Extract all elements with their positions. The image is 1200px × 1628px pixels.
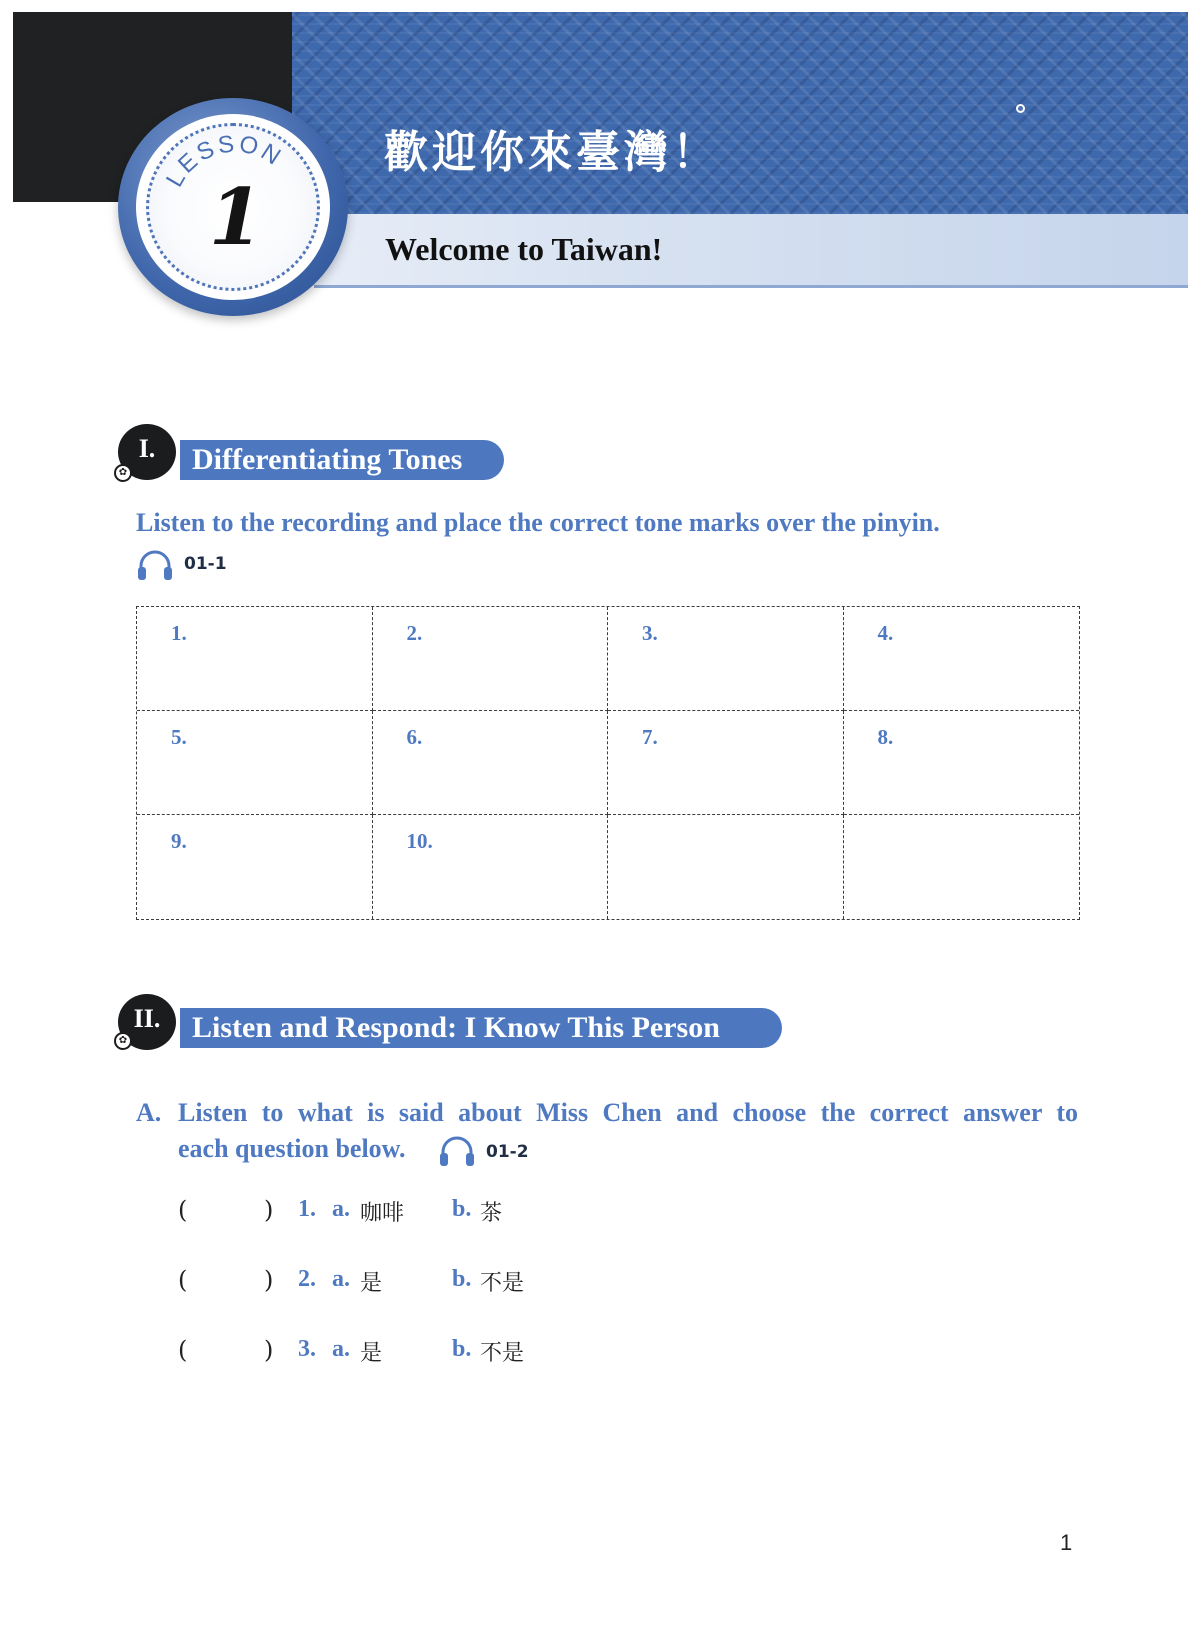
lesson-number: 1	[208, 172, 264, 263]
page-number: 1	[1060, 1530, 1073, 1555]
option-a-text: 是	[360, 1271, 383, 1296]
question-row	[178, 1336, 678, 1376]
cell-number: 2.	[406, 621, 423, 645]
answer-paren-open[interactable]: (	[178, 1266, 188, 1294]
headphones-icon[interactable]	[438, 1134, 476, 1168]
option-a-label: a.	[332, 1266, 350, 1292]
cell-number: 1.	[171, 621, 187, 645]
option-a-text: 是	[360, 1341, 383, 1366]
question-number: 1.	[298, 1196, 316, 1222]
section1-title: Differentiating Tones	[180, 440, 504, 480]
lesson-title-chinese: 歡迎你來臺灣！	[384, 127, 720, 178]
option-b-label: b.	[452, 1336, 472, 1362]
tone-grid	[136, 606, 1080, 920]
audio-reference-01-1: 01-1	[184, 554, 227, 574]
lesson-title-english: Welcome to Taiwan!	[385, 231, 663, 267]
section1-number: I.	[118, 424, 176, 480]
cell-number: 7.	[642, 725, 658, 749]
tone-cell[interactable]	[373, 711, 609, 815]
cell-number: 3.	[642, 621, 658, 645]
option-b-text: 不是	[480, 1271, 525, 1296]
tone-cell[interactable]	[608, 711, 844, 815]
question-row	[178, 1266, 678, 1306]
headphones-icon[interactable]	[136, 548, 174, 582]
question-row	[178, 1196, 678, 1236]
answer-paren-close[interactable]: )	[264, 1266, 274, 1294]
answer-paren-open[interactable]: (	[178, 1336, 188, 1364]
tone-cell[interactable]	[373, 815, 609, 919]
tone-cell[interactable]	[137, 711, 373, 815]
tone-cell[interactable]	[608, 607, 844, 711]
option-b-label: b.	[452, 1266, 472, 1292]
answer-paren-close[interactable]: )	[264, 1196, 274, 1224]
partA-label: A.	[136, 1098, 162, 1127]
option-b-text: 不是	[480, 1341, 525, 1366]
section2-title: Listen and Respond: I Know This Person	[180, 1008, 782, 1048]
cell-number: 6.	[406, 725, 423, 749]
answer-paren-close[interactable]: )	[264, 1336, 274, 1364]
partA-instruction-line2: each question below.	[178, 1134, 406, 1163]
audio-reference-01-2: 01-2	[486, 1142, 529, 1162]
tone-cell[interactable]	[844, 607, 1080, 711]
question-number: 2.	[298, 1266, 316, 1292]
header-pattern-band	[292, 12, 1188, 214]
answer-paren-open[interactable]: (	[178, 1196, 188, 1224]
section2-number: II.	[118, 994, 176, 1050]
option-a-label: a.	[332, 1196, 350, 1222]
header-underline	[314, 285, 1188, 288]
option-a-text: 咖啡	[360, 1201, 405, 1226]
tone-cell[interactable]	[844, 711, 1080, 815]
tone-cell[interactable]	[137, 815, 373, 919]
tone-cell[interactable]	[137, 607, 373, 711]
tone-cell[interactable]	[844, 815, 1080, 919]
partA-instruction-line1: Listen to what is said about Miss Chen and choose the correct answer to	[178, 1098, 1078, 1127]
option-a-label: a.	[332, 1336, 350, 1362]
cell-number: 10.	[406, 829, 433, 853]
tone-cell[interactable]	[608, 815, 844, 919]
section2-emblem-icon: ✿	[114, 1032, 132, 1050]
question-number: 3.	[298, 1336, 316, 1362]
cell-number: 4.	[877, 621, 894, 645]
lesson-word: LESSON	[160, 130, 288, 192]
option-b-text: 茶	[480, 1201, 503, 1226]
decorative-dot	[1016, 104, 1025, 113]
cell-number: 8.	[877, 725, 894, 749]
section1-emblem-icon: ✿	[114, 464, 132, 482]
section1-instruction: Listen to the recording and place the correct tone marks over the pinyin.	[136, 508, 940, 537]
option-b-label: b.	[452, 1196, 472, 1222]
cell-number: 5.	[171, 725, 187, 749]
cell-number: 9.	[171, 829, 187, 853]
tone-cell[interactable]	[373, 607, 609, 711]
